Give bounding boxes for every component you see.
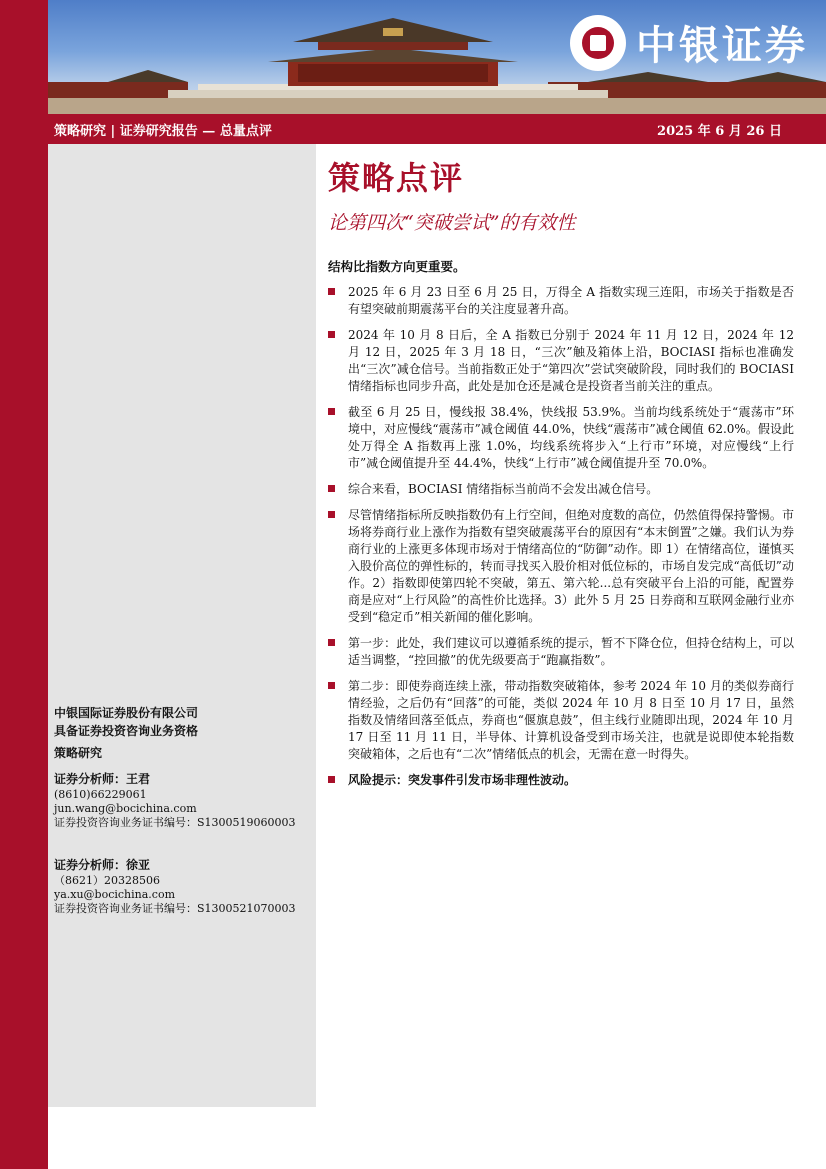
company-name: 中银国际证券股份有限公司	[54, 706, 199, 720]
report-body	[328, 156, 794, 798]
lead-summary: 结构比指数方向更重要。	[328, 259, 466, 274]
report-date: 2025 年 6 月 26 日	[657, 123, 782, 139]
bank-logo-icon	[570, 15, 626, 71]
report-subtitle: 论第四次“突破尝试”的有效性	[328, 212, 576, 234]
list-item: 2025 年 6 月 23 日至 6 月 25 日，万得全 A 指数实现三连阳，市场关于指数是否有望突破前期震荡平台的关注度显著升高。	[328, 284, 794, 318]
report-header-bar	[48, 114, 826, 144]
brand-name: 中银证券	[636, 23, 808, 69]
bullet-square-icon	[328, 331, 335, 338]
bullet-square-icon	[328, 639, 335, 646]
department: 策略研究	[54, 746, 103, 760]
sidebar-content	[54, 704, 314, 916]
report-title: 策略点评	[328, 159, 465, 197]
analyst-phone: (8610)66229061	[54, 788, 147, 801]
analyst-phone: （8621）20328506	[54, 874, 160, 887]
header-banner	[48, 0, 826, 114]
bullet-list	[328, 284, 794, 789]
left-accent-bar	[0, 0, 48, 1169]
bullet-square-icon	[328, 485, 335, 492]
analyst-name: 证券分析师：王君	[54, 772, 151, 786]
brand-logo	[570, 14, 808, 71]
bullet-square-icon	[328, 776, 335, 783]
qualification: 具备证券投资咨询业务资格	[54, 724, 199, 738]
list-item: 第一步：此处，我们建议可以遵循系统的提示，暂不下降仓位，但持仓结构上，可以适当调整，“控回撤”的优先级要高于“跑赢指数”。	[328, 635, 794, 669]
bullet-square-icon	[328, 408, 335, 415]
sidebar	[48, 144, 316, 1107]
analyst-email[interactable]: jun.wang@bocichina.com	[54, 802, 197, 815]
list-item: 第二步：即使券商连续上涨，带动指数突破箱体，参考 2024 年 10 月的类似券商行情经验，之后仍有“回落”的可能，类似 2024 年 10 月 8 日至 10 月 17 日，虽然指数及情绪回落至低点，券商也“偃旗息鼓”，但主线行业随即出现，2024 年 10 月 17 日至 11 月 11 日，半导体、计算机设备受到市场关注，也就是说即使本轮指数突破箱体，之后也有“二次”情绪低点的机会，无需在意一时得失。	[328, 678, 794, 763]
risk-warning: 风险提示：突发事件引发市场非理性波动。	[328, 772, 794, 789]
list-item: 截至 6 月 25 日，慢线报 38.4%，快线报 53.9%。当前均线系统处于“震荡市”环境中，对应慢线“震荡市”减仓阈值 44.0%，快线“震荡市”减仓阈值 62.0%。假设此处万得全 A 指数再上涨 1.0%，均线系统将步入“上行市”环境，对应慢线“上行市”减仓阈值提升至 44.4%，快线“上行市”减仓阈值提升至 70.0%。	[328, 404, 794, 472]
bullet-square-icon	[328, 511, 335, 518]
report-category: 策略研究 | 证券研究报告 — 总量点评	[54, 123, 272, 139]
list-item: 2024 年 10 月 8 日后，全 A 指数已分别于 2024 年 11 月 12 日，2024 年 12 月 12 日，2025 年 3 月 18 日，“三次”触及箱体上沿，BOCIASI 指标也准确发出“三次”减仓信号。当前指数正处于“第四次”尝试突破阶段，同时我们的 BOCIASI 情绪指标也同步升高，此处是加仓还是减仓是投资者当前关注的重点。	[328, 327, 794, 395]
analyst-name: 证券分析师：徐亚	[54, 858, 151, 872]
bullet-square-icon	[328, 682, 335, 689]
list-item: 尽管情绪指标所反映指数仍有上行空间，但绝对度数的高位，仍然值得保持警惕。市场将券商行业上涨作为指数有望突破震荡平台的原因有“本末倒置”之嫌。我们认为券商行业的上涨更多体现市场对于情绪高位的“防御”动作。即 1）在情绪高位，谨慎买入股价高位的弹性标的，转而寻找买入股价相对低位标的，市场自发完成“高低切”动作。2）指数即使第四轮不突破，第五、第六轮...总有突破平台上沿的可能，配置券商是应对“上行风险”的高性价比选择。3）此外 5 月 25 日券商和互联网金融行业亦受到“稳定币”相关新闻的催化影响。	[328, 507, 794, 626]
bullet-square-icon	[328, 288, 335, 295]
list-item: 综合来看，BOCIASI 情绪指标当前尚不会发出减仓信号。	[328, 481, 794, 498]
analyst-cert: 证券投资咨询业务证书编号：S1300519060003	[54, 816, 296, 829]
analyst-cert: 证券投资咨询业务证书编号：S1300521070003	[54, 902, 296, 915]
analyst-email[interactable]: ya.xu@bocichina.com	[54, 888, 176, 901]
